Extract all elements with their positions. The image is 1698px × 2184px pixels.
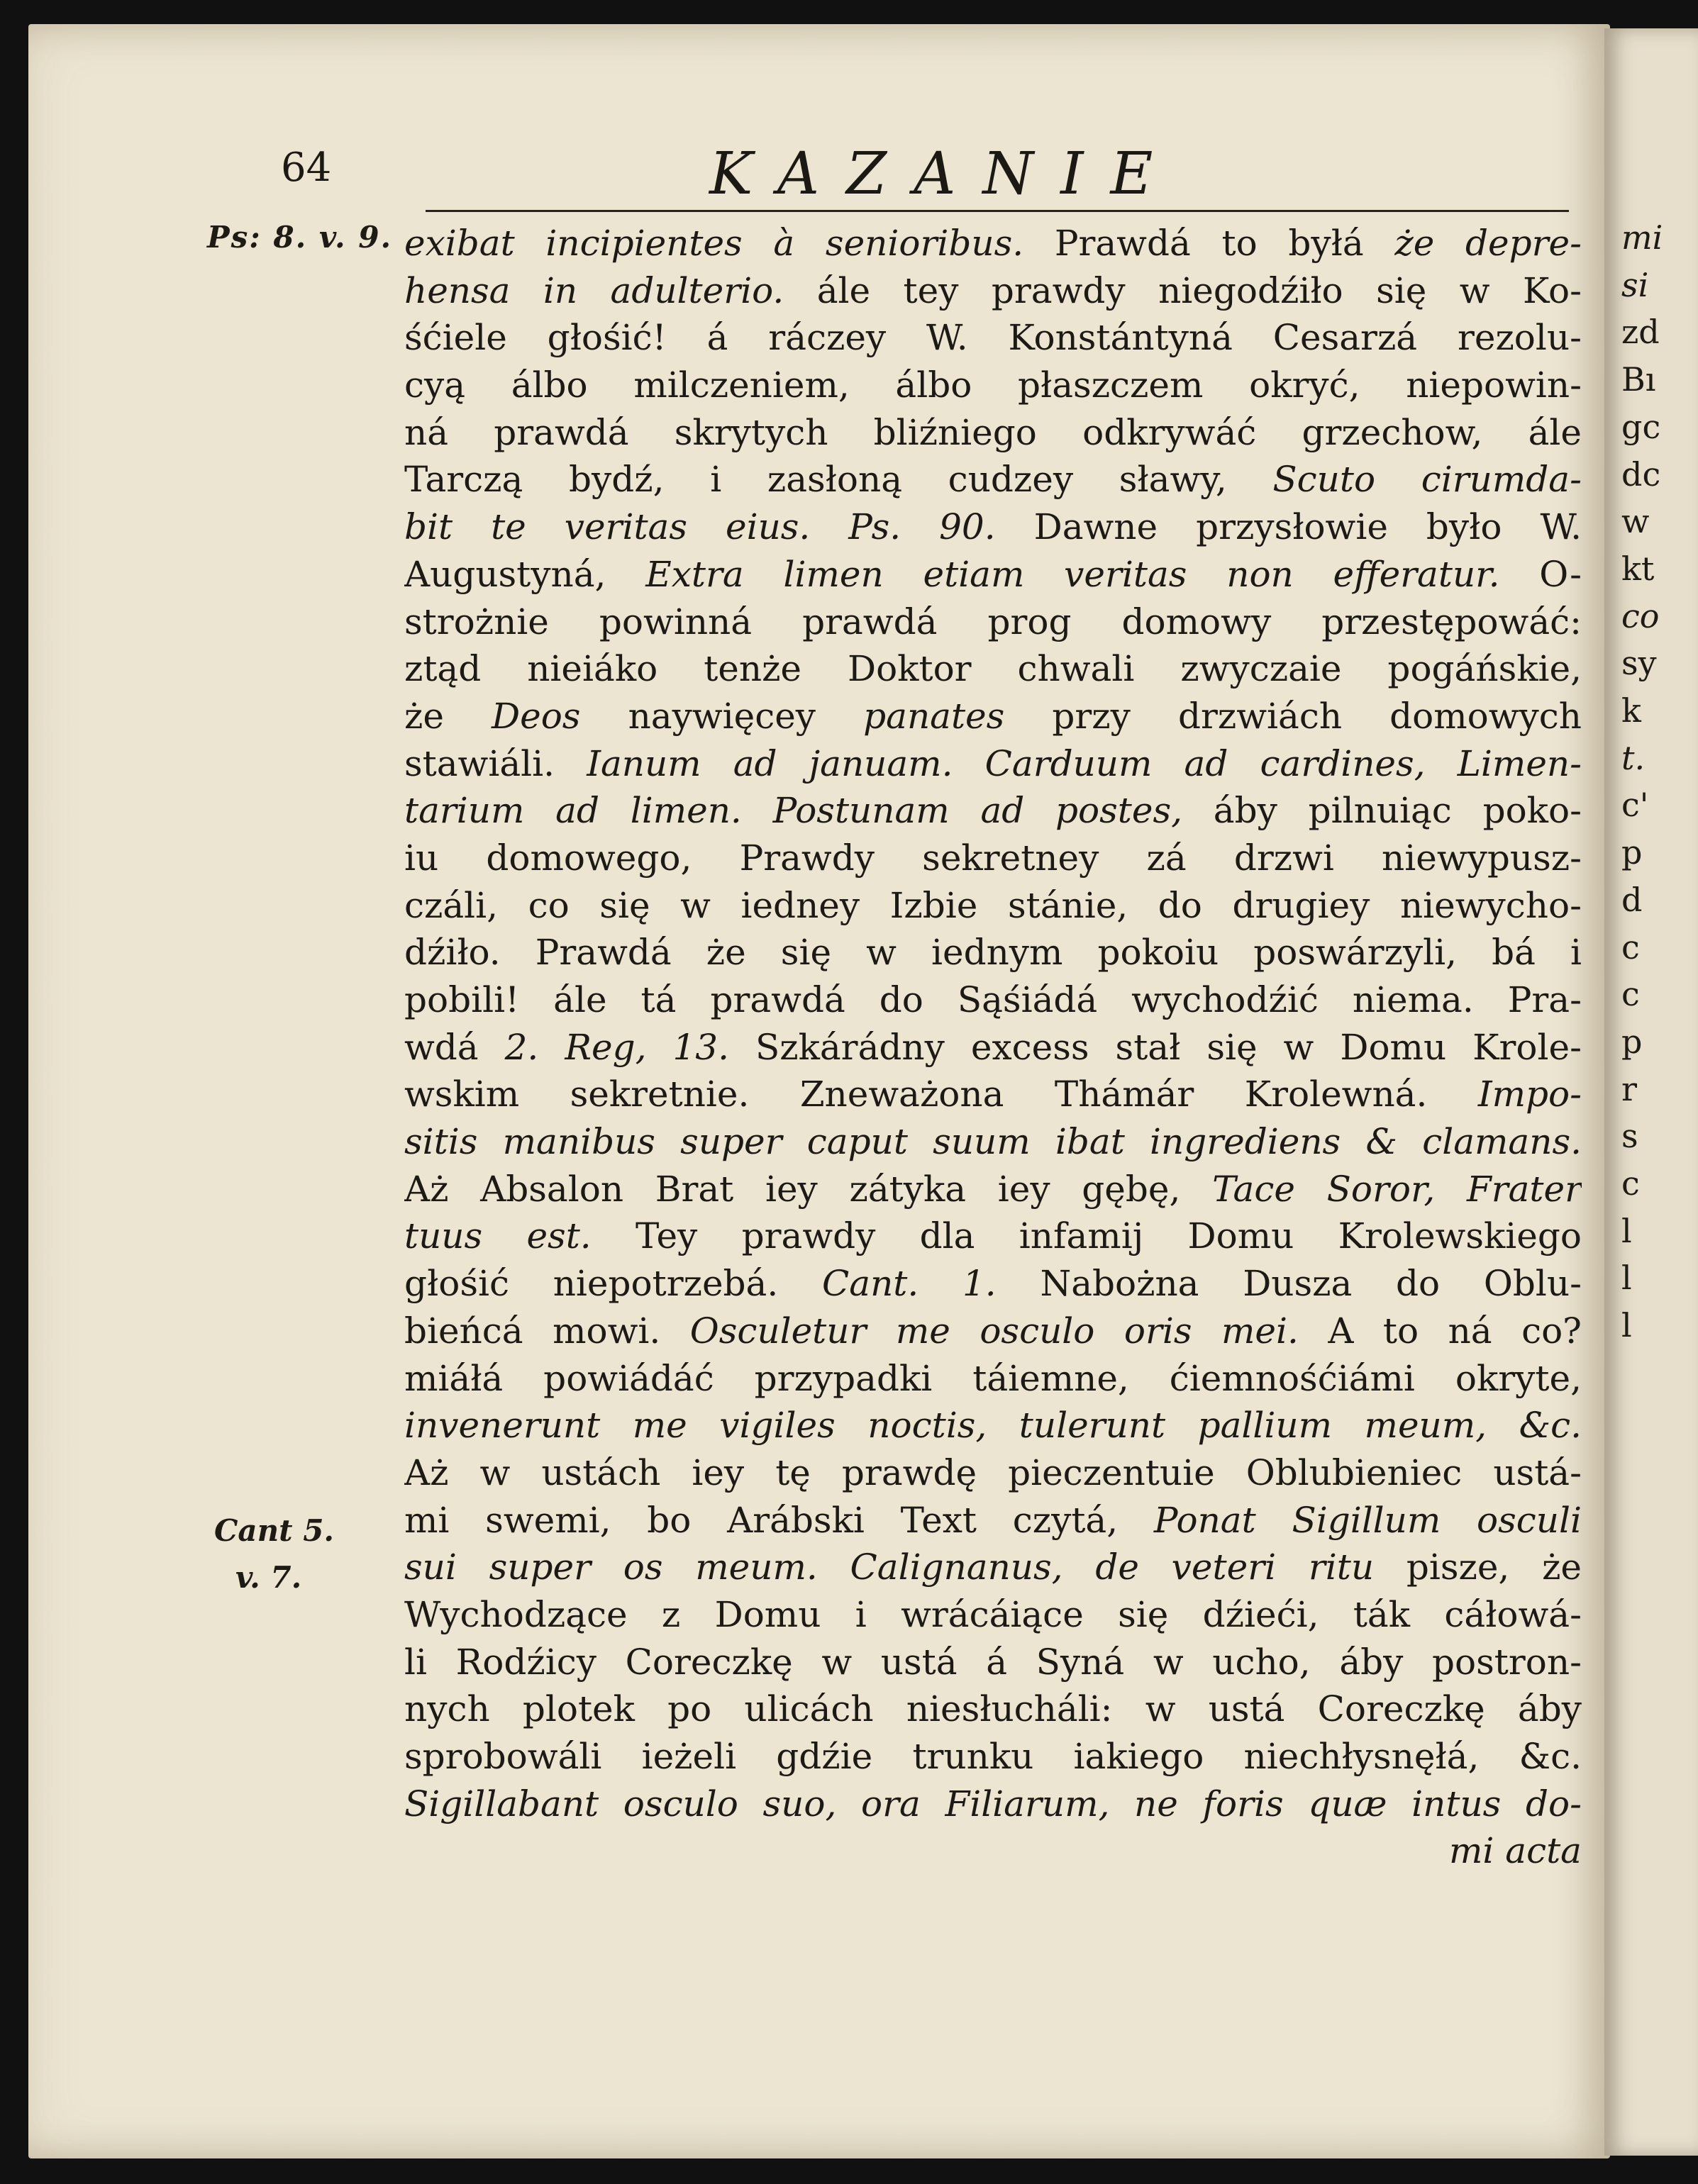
- polish-text: pobili! ále tá prawdá do Sąśiádá wychodźić niema. Pra-: [404, 979, 1582, 1020]
- text-line: [404, 740, 1582, 788]
- polish-text: Tey prawdy dla infamij Domu Krolewskiego: [591, 1215, 1582, 1257]
- text-line: [404, 1733, 1582, 1781]
- text-line: [404, 1024, 1582, 1071]
- polish-text: że: [404, 695, 492, 737]
- facing-page-edge: [1604, 28, 1698, 2156]
- polish-text: iu domowego, Prawdy sekretney zá drzwi niewypusz-: [404, 837, 1582, 879]
- text-line: [404, 503, 1582, 551]
- latin-phrase: Osculetur me osculo oris mei.: [689, 1310, 1299, 1352]
- facing-fragment: dc: [1621, 455, 1661, 494]
- text-line: [404, 1402, 1582, 1449]
- latin-phrase: exibat incipientes à senioribus.: [404, 223, 1024, 264]
- polish-text: naywięcey: [580, 695, 864, 737]
- latin-phrase: tuus est.: [404, 1215, 592, 1257]
- polish-text: Tarczą bydź, i zasłoną cudzey sławy,: [404, 459, 1273, 501]
- polish-text: bieńcá mowi.: [404, 1310, 690, 1352]
- latin-phrase: Sigillabant osculo suo, ora Filiarum, ne foris quæ intus do-: [404, 1783, 1582, 1824]
- polish-text: A to ná co?: [1298, 1310, 1582, 1352]
- text-line: [404, 598, 1582, 646]
- polish-text: ztąd nieiáko tenże Doktor chwali zwyczaie pogáńskie,: [404, 648, 1582, 690]
- page-header: [248, 136, 1596, 207]
- latin-phrase: mi acta: [1448, 1830, 1582, 1872]
- text-line: [404, 267, 1582, 315]
- polish-text: O-: [1499, 553, 1582, 595]
- facing-fragment: k: [1621, 691, 1641, 730]
- facing-fragment: kt: [1621, 549, 1655, 588]
- polish-text: pisze, że: [1374, 1547, 1582, 1588]
- polish-text: wdá: [404, 1026, 505, 1068]
- latin-phrase: Scuto cirumda-: [1272, 459, 1582, 501]
- facing-fragment: mi: [1621, 218, 1663, 257]
- polish-text: stawiáli.: [404, 742, 587, 784]
- facing-fragment: p: [1621, 1022, 1643, 1061]
- latin-phrase: Ianum ad januam. Carduum ad cardines, Limen-: [587, 742, 1582, 784]
- text-line: [404, 1686, 1582, 1733]
- page-number: 64: [281, 145, 332, 191]
- facing-fragment: sy: [1621, 644, 1657, 683]
- facing-fragment: w: [1621, 502, 1650, 541]
- polish-text: mi swemi, bo Arábski Text czytá,: [404, 1499, 1154, 1541]
- running-title: KAZANIE: [709, 140, 1180, 208]
- margin-note-verse: v. 7.: [235, 1560, 302, 1595]
- facing-fragment: gc: [1621, 407, 1661, 446]
- text-line: [404, 1355, 1582, 1403]
- polish-text: sprobowáli ieżeli gdźie trunku iakiego niechłysnęłá, &c.: [404, 1736, 1582, 1777]
- text-line: [404, 882, 1582, 930]
- facing-fragment: l: [1621, 1306, 1632, 1345]
- polish-text: śćiele głośić! á ráczey W. Konstántyná Cesarzá rezolu-: [404, 317, 1582, 359]
- facing-fragment: c: [1621, 1164, 1640, 1203]
- latin-phrase: invenerunt me vigiles noctis, tulerunt pallium meum, &c.: [404, 1405, 1582, 1447]
- text-line: [404, 220, 1582, 267]
- text-line: [404, 976, 1582, 1024]
- latin-phrase: 2. Reg, 13.: [504, 1026, 729, 1068]
- text-line: [404, 409, 1582, 457]
- polish-text: Prawdá to byłá: [1023, 223, 1395, 264]
- facing-fragment: r: [1621, 1069, 1637, 1108]
- text-line: [404, 1497, 1582, 1544]
- facing-fragment: Bı: [1621, 360, 1656, 399]
- polish-text: miáłá powiádáć przypadki táiemne, ćiemnośćiámi okryte,: [404, 1357, 1582, 1399]
- margin-note-cant: Cant 5.: [214, 1513, 335, 1548]
- latin-phrase: Impo-: [1477, 1074, 1582, 1115]
- latin-phrase: Cant. 1.: [822, 1263, 997, 1305]
- text-line: [404, 1639, 1582, 1686]
- text-line: [404, 1781, 1582, 1828]
- latin-phrase: tarium ad limen. Postunam ad postes,: [404, 790, 1183, 832]
- polish-text: Aż w ustách iey tę prawdę pieczentuie Oblubieniec ustá-: [404, 1452, 1582, 1493]
- facing-fragment: d: [1621, 880, 1643, 919]
- margin-note-psalm: Ps: 8. v. 9.: [207, 220, 393, 255]
- polish-text: Wychodzące z Domu i wrácáiące się dźieći, ták cáłowá-: [404, 1593, 1582, 1635]
- text-line: [404, 1166, 1582, 1213]
- facing-fragment: c: [1621, 975, 1640, 1014]
- text-line: [404, 551, 1582, 598]
- text-line: [404, 693, 1582, 740]
- latin-phrase: bit te veritas eius. Ps. 90.: [404, 506, 996, 548]
- polish-text: czáli, co się w iedney Izbie stánie, do drugiey niewycho-: [404, 884, 1582, 926]
- polish-text: dźiło. Prawdá że się w iednym pokoiu poswárzyli, bá i: [404, 932, 1582, 974]
- text-line: [404, 1213, 1582, 1260]
- polish-text: li Rodźicy Coreczkę w ustá á Syná w ucho, áby postron-: [404, 1641, 1582, 1683]
- polish-text: ná prawdá skrytych bliźniego odkrywáć grzechow, ále: [404, 411, 1582, 453]
- text-line: [404, 1827, 1582, 1875]
- text-line: [404, 1591, 1582, 1639]
- text-line: [404, 835, 1582, 882]
- text-line: [404, 787, 1582, 835]
- polish-text: wskim sekretnie. Zneważona Thámár Krolewná.: [404, 1074, 1478, 1115]
- book-page: [28, 24, 1610, 2158]
- latin-phrase: Tace Soror, Frater: [1212, 1168, 1582, 1210]
- text-line: [404, 1308, 1582, 1355]
- text-line: [404, 1071, 1582, 1118]
- header-rule: [426, 210, 1569, 212]
- latin-phrase: Extra limen etiam veritas non efferatur.: [645, 553, 1500, 595]
- latin-phrase: sui super os meum. Calignanus, de veteri ritu: [404, 1547, 1375, 1588]
- facing-fragment: l: [1621, 1259, 1632, 1298]
- text-line: [404, 929, 1582, 976]
- facing-fragment: s: [1621, 1117, 1638, 1156]
- facing-fragment: l: [1621, 1211, 1632, 1250]
- latin-phrase: panates: [863, 695, 1005, 737]
- text-line: [404, 1449, 1582, 1497]
- latin-phrase: Ponat Sigillum osculi: [1153, 1499, 1582, 1541]
- text-line: [404, 1118, 1582, 1166]
- body-text: [404, 220, 1582, 1875]
- latin-phrase: sitis manibus super caput suum ibat ingrediens & clamans.: [404, 1121, 1582, 1163]
- facing-fragment: c: [1621, 927, 1640, 966]
- text-line: [404, 645, 1582, 693]
- facing-fragment: c': [1621, 786, 1649, 825]
- polish-text: głośić niepotrzebá.: [404, 1263, 822, 1305]
- text-line: [404, 314, 1582, 362]
- polish-text: przy drzwiách domowych: [1004, 695, 1582, 737]
- polish-text: Szkárádny excess stał się w Domu Krole-: [728, 1026, 1582, 1068]
- facing-fragment: t.: [1621, 738, 1646, 777]
- facing-fragment: p: [1621, 833, 1643, 872]
- text-line: [404, 1544, 1582, 1591]
- polish-text: áby pilnuiąc poko-: [1182, 790, 1582, 832]
- polish-text: nych plotek po ulicách niesłucháli: w ustá Coreczkę áby: [404, 1688, 1582, 1730]
- polish-text: cyą álbo milczeniem, álbo płaszczem okryć, niepowin-: [404, 364, 1582, 406]
- polish-text: Dawne przysłowie było W.: [995, 506, 1582, 548]
- polish-text: ále tey prawdy niegodźiło się w Ko-: [784, 269, 1582, 311]
- facing-fragment: si: [1621, 265, 1649, 304]
- polish-text: strożnie powinná prawdá prog domowy przestępowáć:: [404, 601, 1582, 642]
- text-line: [404, 1260, 1582, 1308]
- text-line: [404, 362, 1582, 409]
- latin-phrase: że depre-: [1394, 223, 1582, 264]
- text-line: [404, 456, 1582, 503]
- facing-fragment: zd: [1621, 313, 1660, 352]
- latin-phrase: Deos: [492, 695, 581, 737]
- polish-text: Aż Absalon Brat iey zátyka iey gębę,: [404, 1168, 1213, 1210]
- latin-phrase: hensa in adulterio.: [404, 269, 784, 311]
- polish-text: Augustyná,: [404, 553, 646, 595]
- facing-fragment: co: [1621, 596, 1660, 635]
- polish-text: Nabożna Dusza do Oblu-: [996, 1263, 1582, 1305]
